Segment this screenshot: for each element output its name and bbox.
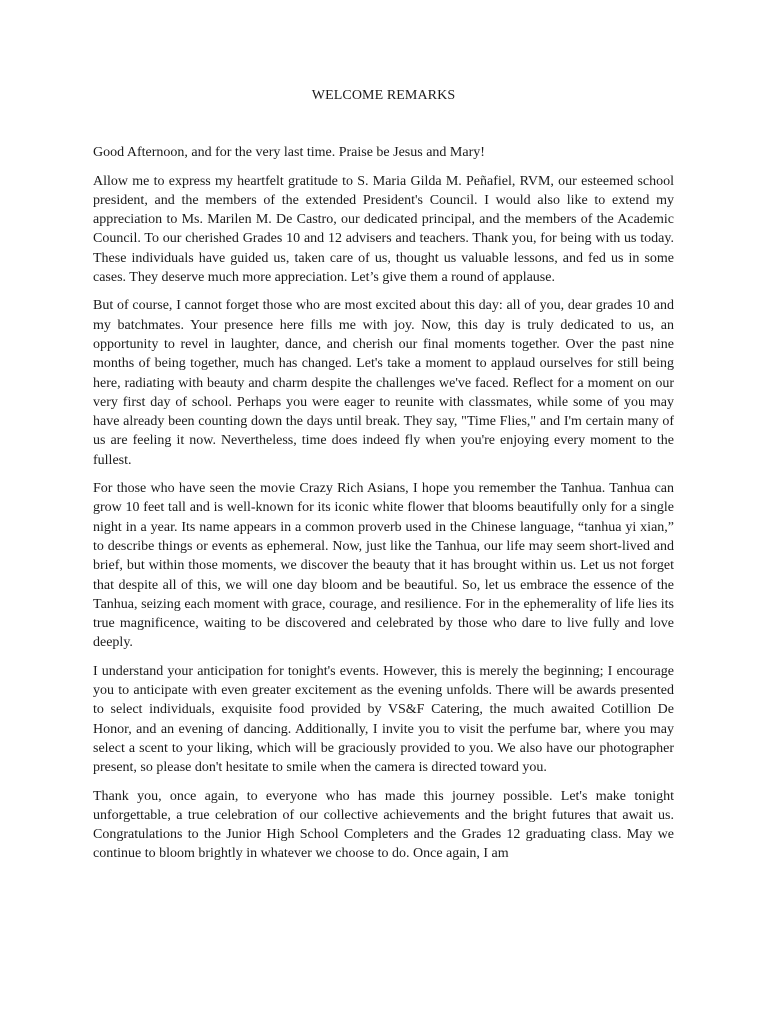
document-title: WELCOME REMARKS xyxy=(311,88,456,103)
document-page xyxy=(93,86,674,873)
paragraph-tanhua: For those who have seen the movie Crazy Rich Asians, I hope you remember the Tanhua. Tanhua can grow 10 feet tall and is well-known for its iconic white flower that blooms beautifully only for a single night in a year. Its name appears in a common proverb used in the Chinese language, “tanhua yi xian,” to describe things or events as ephemeral. Now, just like the Tanhua, our life may seem short-lived and brief, but within those moments, we discover the beauty that it has brought within us. Let us not forget that despite all of this, we will one day bloom and be beautiful. So, let us embrace the essence of the Tanhua, seizing each moment with grace, courage, and resilience. For in the ephemerality of life lies its true magnificence, waiting to be discovered and celebrated by those who dare to live fully and love deeply. xyxy=(93,481,674,651)
paragraph-greeting: Good Afternoon, and for the very last time. Praise be Jesus and Mary! xyxy=(93,145,485,161)
paragraph-batchmates: But of course, I cannot forget those who are most excited about this day: all of you, dear grades 10 and my batchmates. Your presence here fills me with joy. Now, this day is truly dedicated to us, an opportunity to revel in laughter, dance, and cherish our final moments together. Over the past nine months of being together, much has changed. Let's take a moment to applaud ourselves for still being here, radiating with beauty and charm despite the challenges we've faced. Reflect for a moment on our very first day of school. Perhaps you were eager to reunite with classmates, while some of you may have already been counting down the days until break. They say, "Time Flies," and I'm certain many of us are feeling it now. Nevertheless, time does indeed fly when you're enjoying every moment to the fullest. xyxy=(93,298,674,468)
paragraph-gratitude: Allow me to express my heartfelt gratitude to S. Maria Gilda M. Peñafiel, RVM, our esteemed school president, and the members of the extended President's Council. I would also like to extend my appreciation to Ms. Marilen M. De Castro, our dedicated principal, and the members of the Academic Council. To our cherished Grades 10 and 12 advisers and teachers. Thank you, for being with us today. These individuals have guided us, taken care of us, thought us valuable lessons, and fed us in some cases. They deserve much more appreciation. Let’s give them a round of applause. xyxy=(93,173,674,286)
paragraph-closing: Thank you, once again, to everyone who has made this journey possible. Let's make tonight unforgettable, a true celebration of our collective achievements and the bright futures that await us. Congratulations to the Junior High School Completers and the Grades 12 graduating class. May we continue to bloom brightly in whatever we choose to do. Once again, I am xyxy=(93,788,674,862)
paragraph-events: I understand your anticipation for tonight's events. However, this is merely the beginning; I encourage you to anticipate with even greater excitement as the evening unfolds. There will be awards presented to select individuals, exquisite food provided by VS&F Catering, the much awaited Cotillion De Honor, and an evening of dancing. Additionally, I invite you to visit the perfume bar, where you may select a scent to your liking, which will be graciously provided to you. We also have our photographer present, so please don't hesitate to smile when the camera is directed toward you. xyxy=(93,663,674,776)
